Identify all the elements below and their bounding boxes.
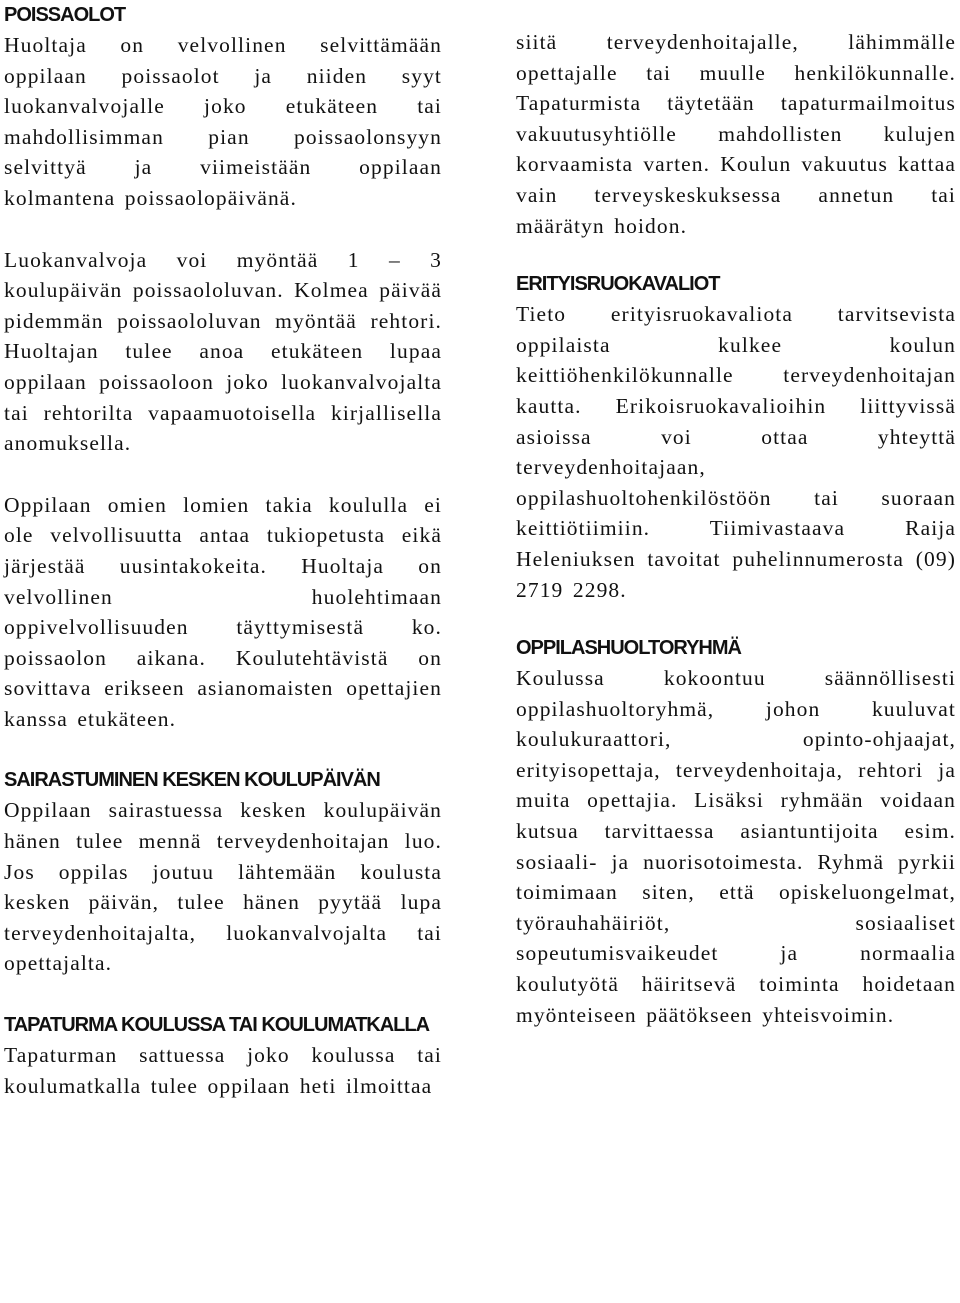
section-sairastuminen — [4, 765, 442, 979]
erityisruokavaliot-paragraph: Tieto erityisruokavaliota tarvitsevista oppilaista kulkee koulun keittiöhenkilökunnalle terveydenhoitajan kautta. Erikoisruokavalioihin liittyvissä asioissa voi ottaa yhteyttä terveydenhoitajaan, oppilashuoltohenkilöstöön tai suoraan keittiötiimiin. Tiimivastaava Raija Heleniuksen tavoitat puhelinnumerosta (09) 2719 2298. — [516, 302, 956, 602]
heading-tapaturma: TAPATURMA KOULUSSA TAI KOULUMATKALLA — [4, 1014, 430, 1037]
section-poissaolot — [4, 0, 442, 734]
heading-oppilashuoltoryhma: OPPILASHUOLTORYHMÄ — [516, 637, 741, 660]
heading-erityisruokavaliot: ERITYISRUOKAVALIOT — [516, 273, 720, 296]
section-tapaturma-continued — [516, 27, 956, 241]
poissaolot-paragraph-3: Oppilaan omien lomien takia koululla ei ole velvollisuutta antaa tukiopetusta eikä järjestää uusintakokeita. Huoltaja on velvollinen huolehtimaan oppivelvollisuuden täyttymisestä ko. poissaolon aikana. Koulutehtävistä on sovittava erikseen asianomaisten opettajien kanssa etukäteen. — [4, 492, 442, 731]
heading-poissaolot: POISSAOLOT — [4, 4, 126, 26]
section-oppilashuoltoryhma — [516, 633, 956, 1030]
oppilashuoltoryhma-paragraph: Koulussa kokoontuu säännöllisesti oppilashuoltoryhmä, johon kuuluvat koulukuraattori, opinto-ohjaajat, erityisopettaja, terveydenhoitaja, rehtori ja muita opettajia. Lisäksi ryhmään voidaan kutsua tarvittaessa asiantuntijoita esim. sosiaali- ja nuorisotoimesta. Ryhmä pyrkii toimimaan siten, että opiskeluongelmat, työrauhahäiriöt, sosiaaliset sopeutumisvaikeudet ja normaalia koulutyötä häiritsevä toiminta hoidetaan myönteiseen päätökseen yhteisvoimin. — [516, 666, 956, 1027]
right-column — [516, 27, 956, 1030]
poissaolot-paragraph-1: Huoltaja on velvollinen selvittämään oppilaan poissaolot ja niiden syyt luokanvalvojalle joko etukäteen tai mahdollisimman pian poissaolonsyyn selvittyä ja viimeistään oppilaan kolmantena poissaolopäivänä. — [4, 33, 442, 210]
poissaolot-paragraph-2: Luokanvalvoja voi myöntää 1 – 3 koulupäivän poissaololuvan. Kolmea päivää pidemmän poissaololuvan myöntää rehtori. Huoltajan tulee anoa etukäteen lupaa oppilaan poissaoloon joko luokanvalvojalta tai rehtorilta vapaamuotoisella kirjallisella anomuksella. — [4, 247, 442, 456]
sairastuminen-paragraph: Oppilaan sairastuessa kesken koulupäivän hänen tulee mennä terveydenhoitajan luo. Jos oppilas joutuu lähtemään koulusta kesken päivän, tulee hänen pyytää lupa terveydenhoitajalta, luokanvalvojalta tai opettajalta. — [4, 798, 442, 976]
section-erityisruokavaliot — [516, 269, 956, 605]
tapaturma-paragraph: Tapaturman sattuessa joko koulussa tai koulumatkalla tulee oppilaan heti ilmoittaa — [4, 1043, 442, 1098]
section-tapaturma — [4, 1010, 442, 1101]
tapaturma-continued-paragraph: siitä terveydenhoitajalle, lähimmälle opettajalle tai muulle henkilökunnalle. Tapaturmista täytetään tapaturmailmoitus vakuutusyhtiölle mahdollisten kulujen korvaamista varten. Koulun vakuutus kattaa vain terveyskeskuksessa annetun tai määrätyn hoidon. — [516, 30, 956, 238]
left-column — [4, 0, 442, 1101]
heading-sairastuminen: SAIRASTUMINEN KESKEN KOULUPÄIVÄN — [4, 769, 380, 792]
